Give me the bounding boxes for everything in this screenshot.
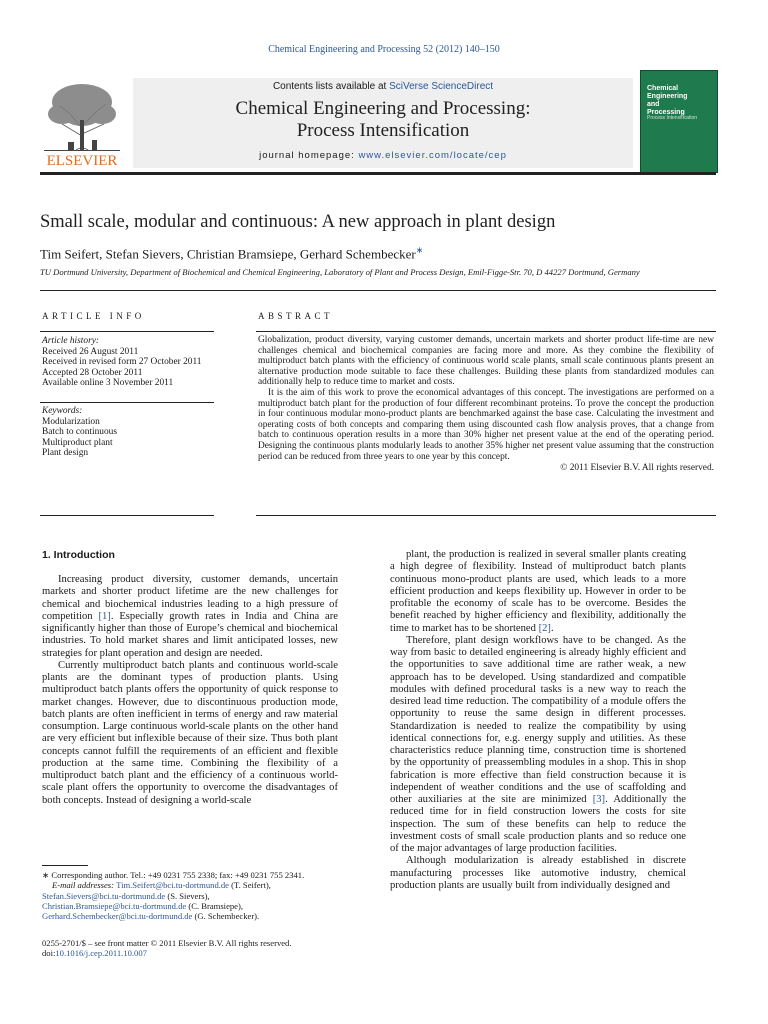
body-paragraph (42, 574, 338, 660)
history-item: Received in revised form 27 October 2011 (42, 357, 202, 368)
keyword-item: Multiproduct plant (42, 437, 113, 448)
citation-reference-link[interactable]: [3] (592, 794, 606, 805)
cover-title-line4: Processing (647, 109, 685, 116)
body-column-right (390, 549, 686, 892)
cover-title (647, 85, 687, 117)
email-link[interactable]: Christian.Bramsiepe@bci.tu-dortmund.de (42, 900, 187, 911)
article-info-rule-top (40, 331, 214, 332)
elsevier-logo[interactable] (40, 76, 125, 168)
authors (40, 245, 423, 262)
body-paragraph (390, 635, 686, 856)
email-owner: (T. Seifert), (229, 880, 271, 891)
email-owner: (C. Bramsiepe), (186, 900, 244, 911)
journal-title (133, 98, 633, 142)
affiliation: TU Dortmund University, Department of Biochemical and Chemical Engineering, Laboratory of Plant and Process Design, Emil-Figge-Str. 70, D 44227 Dortmund, Germany (40, 267, 640, 277)
doi-link[interactable]: 10.1016/j.cep.2011.10.007 (55, 948, 147, 959)
elsevier-wordmark: ELSEVIER (46, 153, 118, 168)
journal-title-line2: Process Intensification (296, 120, 470, 141)
copyright-notice: © 2011 Elsevier B.V. All rights reserved. (560, 463, 714, 474)
paragraph-text: . Additionally the reduced time for in field construction lowers the costs for site inspection. The sum of these benefits can help to reduce the investment costs of small scale production plants and so reduce one of the major advantages of large production facilities. (390, 794, 687, 854)
homepage-line (133, 150, 633, 161)
cover-title-line3: and (647, 101, 660, 108)
journal-citation[interactable]: Chemical Engineering and Processing 52 (2012) 140–150 (268, 44, 500, 55)
email-line (42, 911, 342, 921)
history-item: Received 26 August 2011 (42, 346, 139, 357)
abstract-body (258, 335, 714, 474)
body-column-left (42, 574, 338, 807)
cover-subtitle: Process Intensification (647, 115, 698, 121)
article-history (42, 336, 214, 389)
abstract-paragraph: It is the aim of this work to prove the economical advantages of this concept. The investigations are performed on a multiproduct batch plant for the production of four different recombinant proteins. To prove the concept the production in four continuous modular mono-product plants are benchmarked against the base case. Calculating the investment and operating costs of both concepts and comparing them using discounted cash flow analysis proves, that a change from batch to continuous operation results in a more than 30% higher net present value at the end of the operating period. Designing the continuous plants modularly leads to another 35% higher net present value assuming that the construction period can be reduced from three years to one year by this concept. (258, 387, 714, 462)
contents-prefix: Contents lists available at (272, 81, 390, 92)
abstract-rule-bottom (256, 515, 716, 516)
article-info-rule-bottom (40, 515, 214, 516)
email-link[interactable]: Stefan.Sievers@bci.tu-dortmund.de (42, 890, 166, 901)
email-line (42, 891, 342, 901)
corresponding-author-note: ∗ Corresponding author. Tel.: +49 0231 755 2338; fax: +49 0231 755 2341. (42, 870, 305, 880)
paragraph-text: Currently multiproduct batch plants and continuous world-scale plants are the dominant types of production plants. Using multiproduct batch plants offers the opportunity of quick response to market changes. However, due to discontinuous production mode, batch plants are often inefficient in terms of energy and raw material consumption. Large continuous world-scale plants on the other hand are very efficient but inflexible because of their size. Thus both plant concepts cannot fulfill the requirements of an efficient and flexible production at the same time. Combining the flexibility of a multiproduct batch plant and the efficiency of a continuous world-scale plant offers the opportunity to overcome the disadvantages of both concepts. Instead of designing a world-scale (42, 659, 338, 806)
keyword-item: Modularization (42, 416, 100, 427)
footnotes (42, 870, 342, 921)
homepage-prefix: journal homepage: (259, 150, 359, 161)
issn-doi-block (42, 938, 342, 959)
journal-title-line1: Chemical Engineering and Processing: (235, 98, 531, 119)
article-info-label: ARTICLE INFO (42, 311, 145, 321)
author-list: Tim Seifert, Stefan Sievers, Christian Bramsiepe, Gerhard Schembecker (40, 246, 416, 262)
abstract-paragraph: Globalization, product diversity, varying customer demands, uncertain markets and shorter product life-time are new challenges chemical and biochemical companies are facing more and more. As they combine the flexibility of multiproduct batch plants with the efficiency of continuous world scale plants, small scale continuous plants present an alternative production mode suitable to face these challenges. Building these plants from standardized modules can additionally help to reduce time to market and costs. (258, 335, 714, 388)
masthead-rule (40, 172, 716, 175)
email-owner: (S. Sievers), (165, 890, 210, 901)
cover-title-line2: Engineering (647, 93, 688, 100)
journal-cover-thumbnail[interactable] (640, 70, 718, 173)
email-line (42, 880, 342, 890)
email-line (42, 901, 342, 911)
paragraph-text: plant, the production is realized in several smaller plants creating a high degree of flexibility. Instead of multiproduct batch plants continuous mono-product plants are used, which leads to a more efficient production and keeps flexibility up. However in order to be profitable the economy of scale has to be overcome. Besides the benefit reached by higher efficiency and flexibility, additionally the time to market has to be shortened (390, 549, 686, 634)
email-owner: (G. Schembecker). (192, 911, 260, 922)
paragraph-text: Increasing product diversity, customer demands, uncertain markets and shorter product lifetime are the new challenges for chemical and biochemical industries leading to a high pressure of competition (42, 574, 338, 622)
email-label: E-mail addresses: (52, 880, 117, 891)
history-item: Accepted 28 October 2011 (42, 367, 143, 378)
section-heading-introduction: 1. Introduction (42, 549, 115, 561)
body-paragraph (390, 855, 686, 892)
citation-reference-link[interactable]: [1] (98, 610, 111, 622)
homepage-link[interactable]: www.elsevier.com/locate/cep (358, 150, 507, 161)
body-paragraph (42, 660, 338, 807)
history-item: Available online 3 November 2011 (42, 378, 174, 389)
sciencedirect-link[interactable]: SciVerse ScienceDirect (389, 81, 494, 92)
contents-line (133, 81, 633, 92)
abstract-label: ABSTRACT (258, 311, 334, 321)
header-rule (40, 290, 716, 291)
elsevier-tree-icon (40, 76, 125, 168)
email-link[interactable]: Tim.Seifert@bci.tu-dortmund.de (116, 880, 230, 891)
email-link[interactable]: Gerhard.Schembecker@bci.tu-dortmund.de (42, 911, 193, 922)
paragraph-text: . (550, 622, 554, 634)
paragraph-text: . Especially growth rates in India and China are significantly higher than those of Europe’s chemical and biochemical industries. To hold market shares and limit anticipated losses, new strategies for plant operation and design are needed. (42, 610, 338, 659)
issn-line: 0255-2701/$ – see front matter © 2011 Elsevier B.V. All rights reserved. (42, 938, 292, 948)
cover-title-line1: Chemical (647, 85, 679, 92)
corresponding-author-mark[interactable]: ∗ (415, 245, 424, 255)
masthead (40, 70, 716, 171)
keywords-heading: Keywords: (42, 406, 83, 416)
paragraph-text: Therefore, plant design workflows have to be changed. As the way from basic to detailed engineering is already highly efficient and the opportunities to save additional time are rather weak, a new approach has to be developed. Using standardized and compatible modules with defined procedural tasks is a new way to reach the desired lead time reduction. The compatibility of a module offers the opportunity to reuse the same design in different processes. Standardization is needed to realize the compatibility by using identical connections for, e.g. energy supply and utilities. As these characteristics reduce planning time, construction time is shortened by the opportunity of preassembling modules in a shop. This in shop fabrication is more effective than field construction because it is independent of weather conditions and the use of scaffolding and other auxiliaries at the site are minimized (390, 634, 686, 805)
doi-prefix: doi: (42, 948, 56, 959)
history-heading: Article history: (42, 336, 100, 346)
keyword-item: Plant design (42, 448, 89, 459)
paragraph-text: Although modularization is already established in discrete manufacturing processes like automotive industry, chemical production plants are usually built from individually designed and (390, 855, 686, 891)
keyword-item: Batch to continuous (42, 427, 117, 438)
keywords (42, 406, 214, 459)
article-title: Small scale, modular and continuous: A new approach in plant design (40, 212, 556, 232)
footnote-rule (42, 865, 88, 866)
masthead-center (133, 78, 633, 168)
abstract-rule-top (256, 331, 716, 332)
body-paragraph (390, 549, 686, 635)
citation-reference-link[interactable]: [2] (538, 622, 551, 634)
article-info-rule-middle (40, 402, 214, 403)
doi-line (42, 948, 342, 958)
